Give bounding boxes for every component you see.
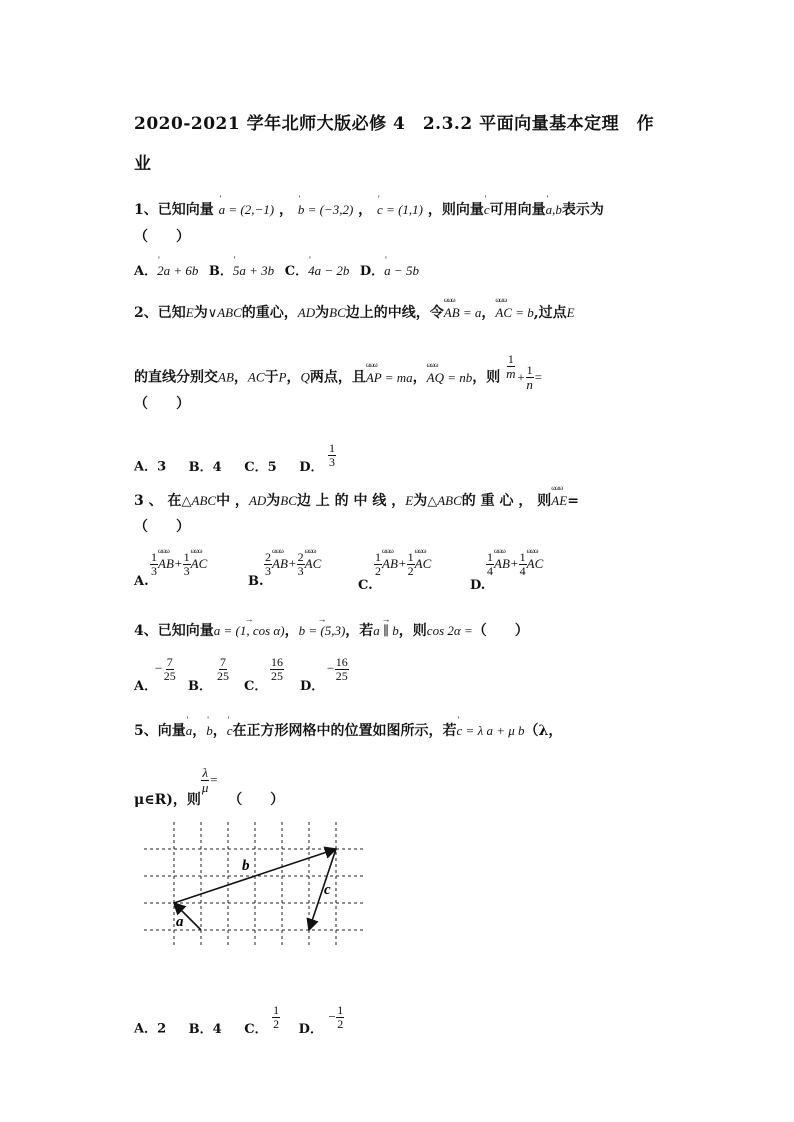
title-line2: 业 bbox=[134, 154, 152, 174]
label-c: c bbox=[324, 882, 331, 898]
q2-stem-line1: 2、已知E为∨ABC的重心，AD为BC边上的中线，令ωωω AB = a，ωωω AC = b,过点E bbox=[134, 306, 575, 320]
q4-stem: 4、已知向量→ a = (1, cos α)，→ b = (5,3)，若→ a ∥ b，则cos 2α =（ ） bbox=[134, 624, 529, 638]
q1-c-value: ' c = (1,1) bbox=[377, 203, 423, 216]
q2-stem-line2: 的直线分别交AB，AC于P，Q两点，且ωωω AP = ma，ωωω AQ = nb，则 $\frac{1}{m}$ + $\frac{1}{n}$ = bbox=[134, 364, 543, 391]
q1-a-value: ' a = (2,−1) bbox=[219, 203, 274, 216]
q1-options: A．' 2a + 6b B．' 5a + 3b C．' 4a − 2b D．' a − 5b bbox=[134, 264, 419, 278]
q1-b-value: ' b = (−3,2) bbox=[298, 203, 353, 216]
q1-paren: （ ） bbox=[134, 229, 190, 245]
q5-stem-line2: μ∈R)，则 $\frac{\lambda}{\mu}$ =（ ） bbox=[134, 765, 285, 809]
q5-grid-figure bbox=[140, 818, 370, 953]
title-line1: 2020-2021 学年北师大版必修 4 2.3.2 平面向量基本定理 作 bbox=[134, 114, 655, 134]
q5-options: A．2 B．4 C． $\frac{1}{2}$ D． − $\frac{1}{2}$ bbox=[134, 1003, 344, 1037]
q2-paren: （ ） bbox=[134, 396, 190, 412]
q3-paren: （ ） bbox=[134, 519, 190, 535]
q3-stem: 3 、 在△ABC中 ，AD为BC边 上 的 中 线 ，E为△ABC的 重 心 ， 则ωωω AE= bbox=[134, 494, 579, 508]
q1-stem: 1、已知向量 ' a = (2,−1) ， ' b = (−3,2) ， ' c = (1,1) ，则向量' c可用向量' a,b表示为 bbox=[134, 203, 604, 217]
vector-c bbox=[309, 849, 336, 930]
q2-options: A．3 B．4 C．5 D． $\frac{1}{3}$ bbox=[134, 441, 335, 475]
label-a: a bbox=[176, 914, 184, 930]
q5-stem-line1: 5、向量' a，' b，' c在正方形网格中的位置如图所示，若' c = λ a + μ b（λ， bbox=[134, 724, 562, 738]
label-b: b bbox=[242, 858, 250, 874]
